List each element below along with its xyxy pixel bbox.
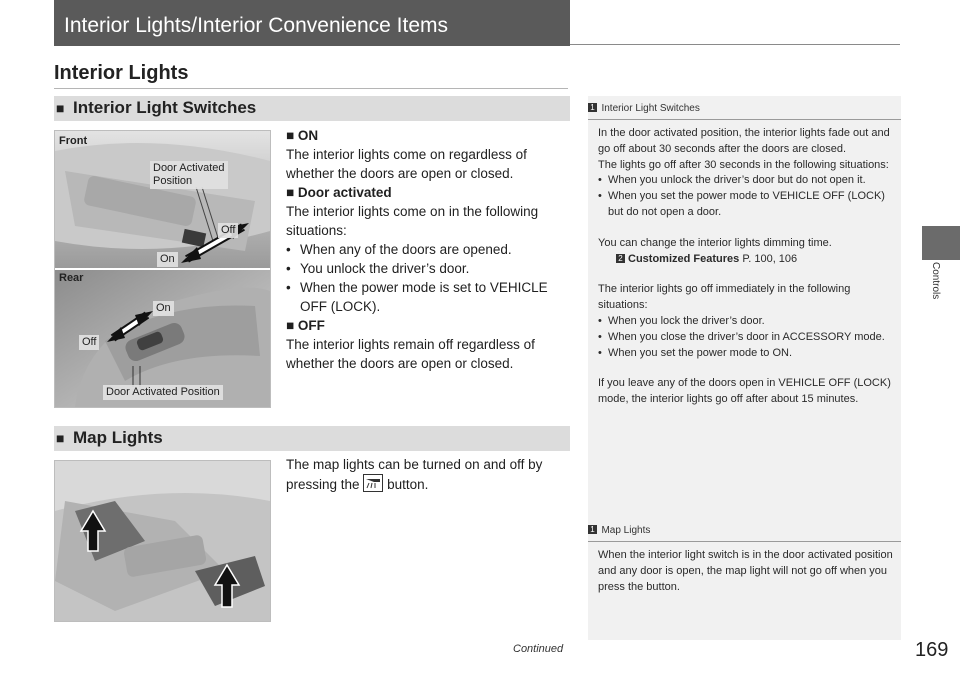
note-paragraph: The interior lights go off immediately in the following situations: <box>598 283 851 312</box>
term-marker-icon: ■ <box>286 318 298 333</box>
switches-heading: Interior Light Switches <box>73 98 257 117</box>
door-activated-bullets <box>286 240 564 316</box>
rear-tag: Rear <box>59 272 84 284</box>
customized-features-link[interactable]: 2 Customized Features P. 100, 106 <box>598 252 893 268</box>
heading-marker-icon: ■ <box>56 100 65 116</box>
note-marker-icon: 1 <box>588 525 597 534</box>
door-activated-description: The interior lights come on in the following situations: <box>286 204 539 238</box>
note-marker-icon: 1 <box>588 103 597 112</box>
page-number: 169 <box>915 639 949 661</box>
map-lights-photo <box>54 460 271 622</box>
switches-note <box>588 96 901 408</box>
list-item: • When the power mode is set to VEHICLE OFF (LOCK). <box>286 278 564 316</box>
term-marker-icon: ■ <box>286 128 298 143</box>
note-bullets <box>598 314 893 361</box>
list-item: • When you lock the driver’s door. <box>598 314 893 330</box>
rear-door-activated-callout: Door Activated Position <box>103 385 223 400</box>
map-lights-note-body: When the interior light switch is in the door activated position and any door is open, the map light will not go off when you press the button. <box>598 549 893 593</box>
page-reference-icon: 2 <box>616 254 625 263</box>
note-paragraph: You can change the interior lights dimming time. <box>598 236 832 249</box>
map-light-button-icon <box>363 474 383 492</box>
map-lights-heading-bar <box>54 426 570 451</box>
map-lights-description: The map lights can be turned on and off by pressing the button. <box>286 457 543 492</box>
front-door-activated-callout: Door Activated Position <box>150 161 228 189</box>
section-title: Interior Lights <box>54 62 189 84</box>
note-paragraph: In the door activated position, the interior lights fade out and go off about 30 seconds after the doors are closed. <box>598 127 890 155</box>
front-on-label: On <box>157 252 178 267</box>
list-item: • When you unlock the driver’s door but do not open it. <box>598 173 893 189</box>
on-description: The interior lights come on regardless of whether the doors are open or closed. <box>286 147 527 181</box>
list-item: • When you set the power mode to ON. <box>598 346 893 362</box>
map-lights-photo-illustration <box>55 461 270 621</box>
switches-heading-bar <box>54 96 570 121</box>
rear-off-label: Off <box>79 335 99 350</box>
note-paragraph: If you leave any of the doors open in VEHICLE OFF (LOCK) mode, the interior lights go off after about 15 minutes. <box>598 377 891 406</box>
switches-note-body <box>588 120 901 408</box>
rear-on-label: On <box>153 301 174 316</box>
page-title: Interior Lights/Interior Convenience Items <box>64 14 449 37</box>
term-marker-icon: ■ <box>286 185 298 200</box>
off-term: ■ OFF <box>286 318 325 333</box>
switch-photo <box>54 130 271 408</box>
section-rule <box>54 88 568 89</box>
front-off-label: Off <box>218 223 238 238</box>
switches-note-head: 1 Interior Light Switches <box>588 96 901 116</box>
title-rule <box>570 44 900 45</box>
off-description: The interior lights remain off regardless of whether the doors are open or closed. <box>286 337 535 371</box>
list-item: • When you close the driver’s door in ACCESSORY mode. <box>598 330 893 346</box>
map-lights-heading: Map Lights <box>73 428 163 447</box>
map-lights-note-head: 1 Map Lights <box>588 520 901 538</box>
door-activated-term: ■ Door activated <box>286 185 392 200</box>
on-term: ■ ON <box>286 128 319 143</box>
map-lights-note <box>588 520 901 595</box>
note-paragraph: The lights go off after 30 seconds in the following situations: <box>598 158 889 171</box>
front-tag: Front <box>59 135 88 147</box>
list-item: • When any of the doors are opened. <box>286 240 564 259</box>
side-tab-label: Controls <box>930 262 941 300</box>
heading-marker-icon: ■ <box>56 430 65 446</box>
side-tab[interactable] <box>922 226 960 260</box>
list-item: • You unlock the driver’s door. <box>286 259 564 278</box>
continued-label: Continued <box>513 643 564 655</box>
note-bullets <box>598 173 893 220</box>
list-item: • When you set the power mode to VEHICLE OFF (LOCK) but do not open a door. <box>598 189 893 221</box>
switches-description <box>286 126 564 373</box>
